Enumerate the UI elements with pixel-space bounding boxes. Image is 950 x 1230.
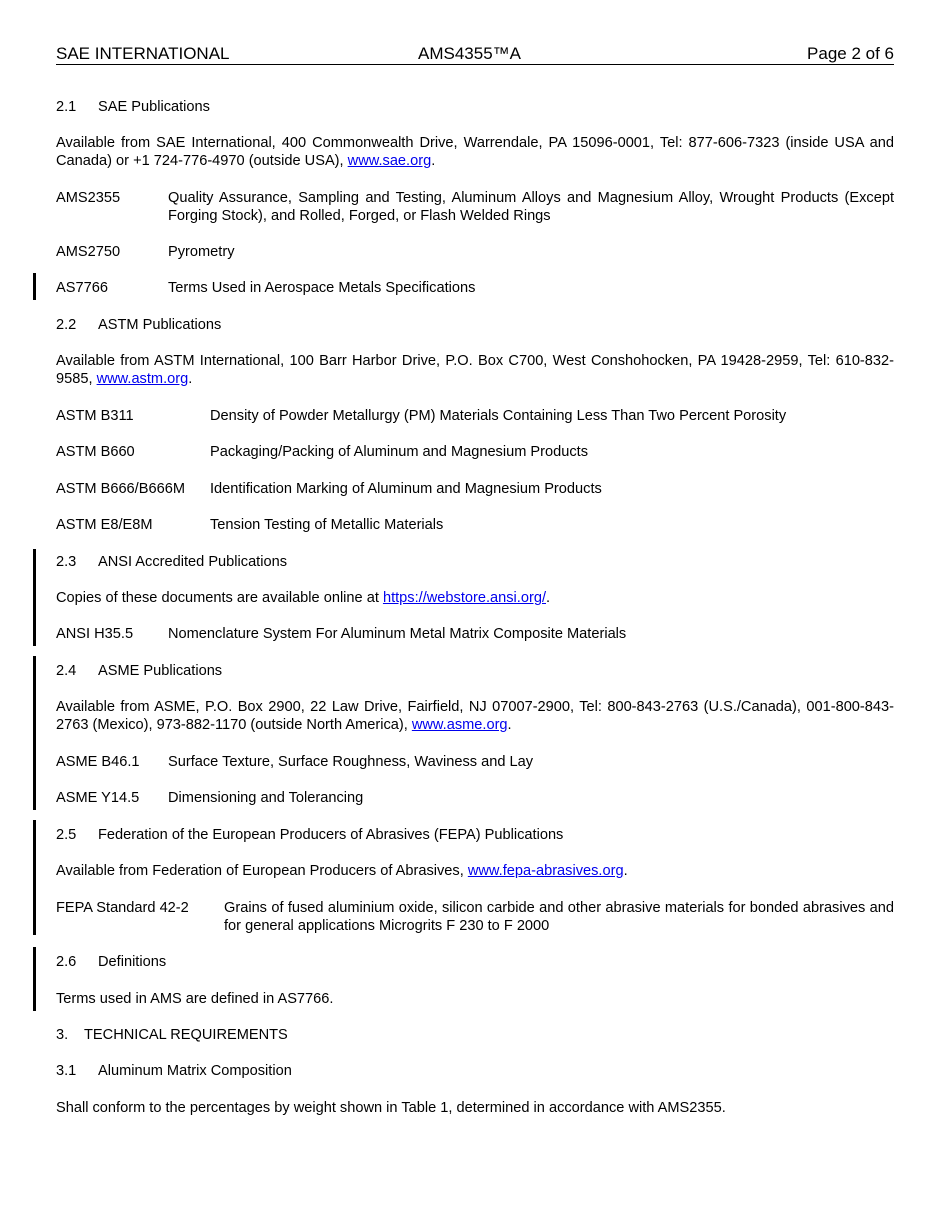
- section-heading: [56, 1062, 894, 1080]
- header-org: SAE INTERNATIONAL: [56, 44, 230, 63]
- availability-text: Available from Federation of European Producers of Abrasives,: [56, 863, 468, 879]
- availability-text: Available from ASTM International, 100 Barr Harbor Drive, P.O. Box C700, West Conshohocken, PA 19428-2959, Tel: 610-832-9585,: [56, 353, 894, 387]
- reference-item: [56, 243, 894, 261]
- reference-code: AMS2355: [56, 190, 121, 206]
- reference-item: [56, 189, 894, 225]
- fepa-link[interactable]: www.fepa-abrasives.org: [467, 863, 624, 879]
- header-doc-number: AMS4355™A: [418, 44, 521, 63]
- reference-item: [56, 625, 894, 643]
- reference-code: FEPA Standard 42-2: [56, 900, 189, 916]
- change-bar: [33, 656, 36, 810]
- availability-paragraph: [56, 862, 894, 880]
- reference-item: [56, 407, 894, 425]
- reference-code: ASTM B311: [56, 408, 134, 424]
- change-bar: [33, 549, 36, 646]
- section-number: 3.1: [56, 1063, 77, 1079]
- reference-code: ASTM B666/B666M: [56, 481, 185, 497]
- sae-link[interactable]: www.sae.org: [347, 153, 432, 169]
- section-heading: [56, 553, 894, 571]
- availability-paragraph: [56, 589, 894, 607]
- reference-item: [56, 753, 894, 771]
- reference-code: AS7766: [56, 280, 108, 296]
- sentence-end: .: [623, 863, 628, 879]
- sentence-end: .: [431, 153, 436, 169]
- section-title: Definitions: [98, 954, 167, 970]
- section-number: 2.2: [56, 317, 77, 333]
- change-bar: [33, 947, 36, 1011]
- change-bar: [33, 273, 36, 300]
- availability-paragraph: [56, 134, 894, 170]
- reference-title: Packaging/Packing of Aluminum and Magnesium Products: [210, 444, 589, 460]
- reference-title: Pyrometry: [168, 244, 235, 260]
- reference-code: ASME B46.1: [56, 754, 140, 770]
- availability-text: Available from ASME, P.O. Box 2900, 22 Law Drive, Fairfield, NJ 07007-2900, Tel: 800-843-2763 (U.S./Canada), 001-800-843-2763 (Mexico), 973-882-1170 (outside North America),: [56, 699, 894, 733]
- section-title: SAE Publications: [98, 99, 210, 115]
- reference-item: [56, 516, 894, 534]
- change-bar: [33, 820, 36, 935]
- reference-code: ASME Y14.5: [56, 790, 140, 806]
- reference-code: ASTM E8/E8M: [56, 517, 153, 533]
- section-number: 2.4: [56, 663, 77, 679]
- availability-text: Available from SAE International, 400 Commonwealth Drive, Warrendale, PA 15096-0001, Tel: 877-606-7323 (inside USA and Canada) or +1 724-776-4970 (outside USA),: [56, 135, 894, 169]
- section-heading: [56, 316, 894, 334]
- section-title: ASTM Publications: [98, 317, 222, 333]
- composition-text: Shall conform to the percentages by weight shown in Table 1, determined in accordance with AMS2355.: [56, 1100, 726, 1116]
- section-heading: [56, 1026, 894, 1044]
- reference-title: Density of Powder Metallurgy (PM) Materials Containing Less Than Two Percent Porosity: [210, 408, 787, 424]
- section-number: 2.5: [56, 827, 77, 843]
- availability-paragraph: [56, 698, 894, 734]
- section-number: 2.1: [56, 99, 77, 115]
- section-title: Aluminum Matrix Composition: [98, 1063, 292, 1079]
- section-title: TECHNICAL REQUIREMENTS: [84, 1027, 288, 1043]
- reference-item: [56, 443, 894, 461]
- section-heading: [56, 953, 894, 971]
- section-number: 3.: [56, 1027, 69, 1043]
- reference-code: AMS2750: [56, 244, 121, 260]
- sentence-end: .: [546, 590, 551, 606]
- reference-code: ASTM B660: [56, 444, 135, 460]
- reference-title: Identification Marking of Aluminum and Magnesium Products: [210, 481, 602, 497]
- astm-link[interactable]: www.astm.org: [96, 371, 189, 387]
- section-title: ASME Publications: [98, 663, 223, 679]
- reference-title: Quality Assurance, Sampling and Testing, Aluminum Alloys and Magnesium Alloy, Wrought Products (Except Forging Stock), and Rolled, Forged, or Flash Welded Rings: [168, 190, 894, 224]
- reference-title: Dimensioning and Tolerancing: [168, 790, 364, 806]
- section-heading: [56, 98, 894, 116]
- section-title: ANSI Accredited Publications: [98, 554, 288, 570]
- section-heading: [56, 826, 894, 844]
- availability-paragraph: [56, 352, 894, 388]
- reference-item: [56, 480, 894, 498]
- section-number: 2.3: [56, 554, 77, 570]
- sentence-end: .: [507, 717, 512, 733]
- availability-text: Copies of these documents are available online at: [56, 590, 383, 606]
- reference-item: [56, 789, 894, 807]
- reference-title: Terms Used in Aerospace Metals Specifications: [168, 280, 476, 296]
- section-number: 2.6: [56, 954, 77, 970]
- reference-title: Nomenclature System For Aluminum Metal Matrix Composite Materials: [168, 626, 627, 642]
- reference-code: ANSI H35.5: [56, 626, 134, 642]
- ansi-link[interactable]: https://webstore.ansi.org/: [382, 590, 546, 606]
- reference-title: Grains of fused aluminium oxide, silicon carbide and other abrasive materials for bonded abrasives and for general applications Microgrits F 230 to F 2000: [224, 900, 894, 934]
- sentence-end: .: [188, 371, 193, 387]
- reference-item: [56, 899, 894, 935]
- reference-item: [56, 279, 894, 297]
- asme-link[interactable]: www.asme.org: [411, 717, 508, 733]
- section-heading: [56, 662, 894, 680]
- header-page-number: Page 2 of 6: [807, 44, 894, 63]
- reference-title: Tension Testing of Metallic Materials: [210, 517, 444, 533]
- page-header: [56, 44, 894, 65]
- reference-title: Surface Texture, Surface Roughness, Waviness and Lay: [168, 754, 534, 770]
- section-title: Federation of the European Producers of Abrasives (FEPA) Publications: [98, 827, 564, 843]
- definitions-text: Terms used in AMS are defined in AS7766.: [56, 991, 334, 1007]
